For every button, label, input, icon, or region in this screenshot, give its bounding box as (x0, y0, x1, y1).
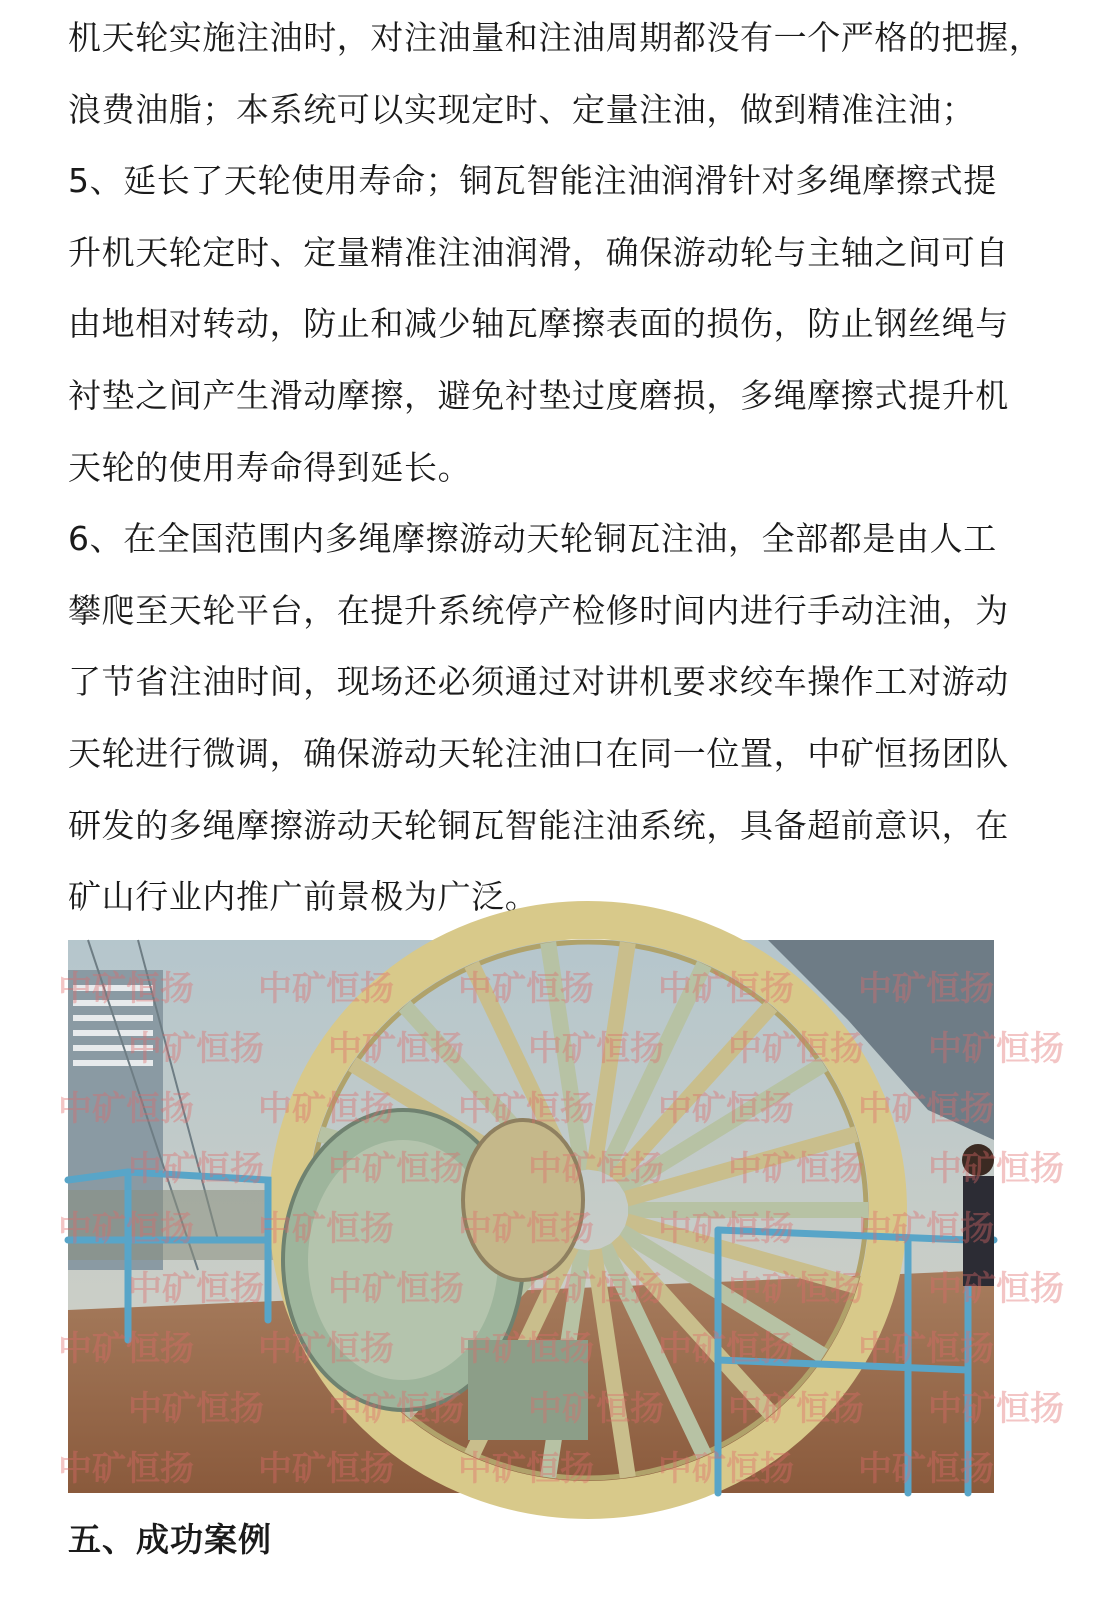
watermark-text: 中矿恒扬 (58, 1089, 194, 1129)
watermark-text: 中矿恒扬 (58, 1209, 194, 1249)
watermark-text: 中矿恒扬 (458, 1089, 594, 1129)
article-body (68, 0, 1043, 933)
watermark-text: 中矿恒扬 (528, 1389, 664, 1429)
watermark-text: 中矿恒扬 (258, 969, 394, 1009)
watermark-text: 中矿恒扬 (528, 1029, 664, 1069)
watermark-text: 中矿恒扬 (328, 1029, 464, 1069)
watermark-text: 中矿恒扬 (128, 1269, 264, 1309)
text-line: 研发的多绳摩擦游动天轮铜瓦智能注油系统，具备超前意识，在 (68, 805, 1009, 845)
watermark-text: 中矿恒扬 (928, 1029, 1064, 1069)
watermark-text: 中矿恒扬 (258, 1329, 394, 1369)
text-line: 5、延长了天轮使用寿命；铜瓦智能注油润滑针对多绳摩擦式提 (68, 161, 997, 201)
watermark-text: 中矿恒扬 (928, 1269, 1064, 1309)
text-line: 6、在全国范围内多绳摩擦游动天轮铜瓦注油，全部都是由人工 (68, 519, 997, 559)
text-line: 衬垫之间产生滑动摩擦，避免衬垫过度磨损，多绳摩擦式提升机 (68, 375, 1009, 415)
watermark-text: 中矿恒扬 (858, 1089, 994, 1129)
watermark-text: 中矿恒扬 (458, 1209, 594, 1249)
watermark-text: 中矿恒扬 (858, 1449, 994, 1489)
section-heading: 五、成功案例 (68, 1520, 272, 1559)
watermark-text: 中矿恒扬 (128, 1389, 264, 1429)
text-line: 了节省注油时间，现场还必须通过对讲机要求绞车操作工对游动 (68, 662, 1009, 702)
head-sheave-illustration (58, 940, 1064, 1493)
watermark-text: 中矿恒扬 (458, 1329, 594, 1369)
watermark-text: 中矿恒扬 (328, 1269, 464, 1309)
watermark-text: 中矿恒扬 (528, 1269, 664, 1309)
watermark-text: 中矿恒扬 (728, 1389, 864, 1429)
text-line: 由地相对转动，防止和减少轴瓦摩擦表面的损伤，防止钢丝绳与 (68, 304, 1009, 344)
watermark-text: 中矿恒扬 (858, 1209, 994, 1249)
watermark-text: 中矿恒扬 (928, 1149, 1064, 1189)
watermark-text: 中矿恒扬 (58, 969, 194, 1009)
watermark-text: 中矿恒扬 (458, 969, 594, 1009)
watermark-text: 中矿恒扬 (258, 1209, 394, 1249)
text-line: 矿山行业内推广前景极为广泛。 (68, 877, 539, 917)
watermark-text: 中矿恒扬 (658, 1329, 794, 1369)
text-line: 天轮进行微调，确保游动天轮注油口在同一位置，中矿恒扬团队 (68, 733, 1009, 773)
watermark-text: 中矿恒扬 (258, 1449, 394, 1489)
text-line: 天轮的使用寿命得到延长。 (68, 447, 472, 487)
watermark-text: 中矿恒扬 (458, 1449, 594, 1489)
watermark-text: 中矿恒扬 (58, 1329, 194, 1369)
paragraph-5 (68, 145, 1043, 503)
watermark-text: 中矿恒扬 (58, 1449, 194, 1489)
watermark-text: 中矿恒扬 (528, 1149, 664, 1189)
watermark-text: 中矿恒扬 (328, 1389, 464, 1429)
text-line: 浪费油脂；本系统可以实现定时、定量注油，做到精准注油； (68, 89, 976, 129)
watermark-text: 中矿恒扬 (658, 1449, 794, 1489)
watermark-text: 中矿恒扬 (128, 1149, 264, 1189)
watermark-text: 中矿恒扬 (728, 1029, 864, 1069)
text-line: 攀爬至天轮平台，在提升系统停产检修时间内进行手动注油，为 (68, 590, 1009, 630)
head-sheave-photo (58, 940, 1064, 1493)
watermark-text: 中矿恒扬 (858, 969, 994, 1009)
watermark-text: 中矿恒扬 (658, 969, 794, 1009)
paragraph-4-tail (68, 2, 1043, 145)
text-line: 升机天轮定时、定量精准注油润滑，确保游动轮与主轴之间可自 (68, 232, 1009, 272)
paragraph-6 (68, 503, 1043, 933)
text-line: 机天轮实施注油时，对注油量和注油周期都没有一个严格的把握， (68, 18, 1043, 57)
watermark-text: 中矿恒扬 (728, 1149, 864, 1189)
watermark-text: 中矿恒扬 (728, 1269, 864, 1309)
watermark-text: 中矿恒扬 (858, 1329, 994, 1369)
watermark-text: 中矿恒扬 (258, 1089, 394, 1129)
watermark-text: 中矿恒扬 (658, 1089, 794, 1129)
watermark-text: 中矿恒扬 (328, 1149, 464, 1189)
watermark-text: 中矿恒扬 (928, 1389, 1064, 1429)
watermark-text: 中矿恒扬 (658, 1209, 794, 1249)
watermark-text: 中矿恒扬 (128, 1029, 264, 1069)
